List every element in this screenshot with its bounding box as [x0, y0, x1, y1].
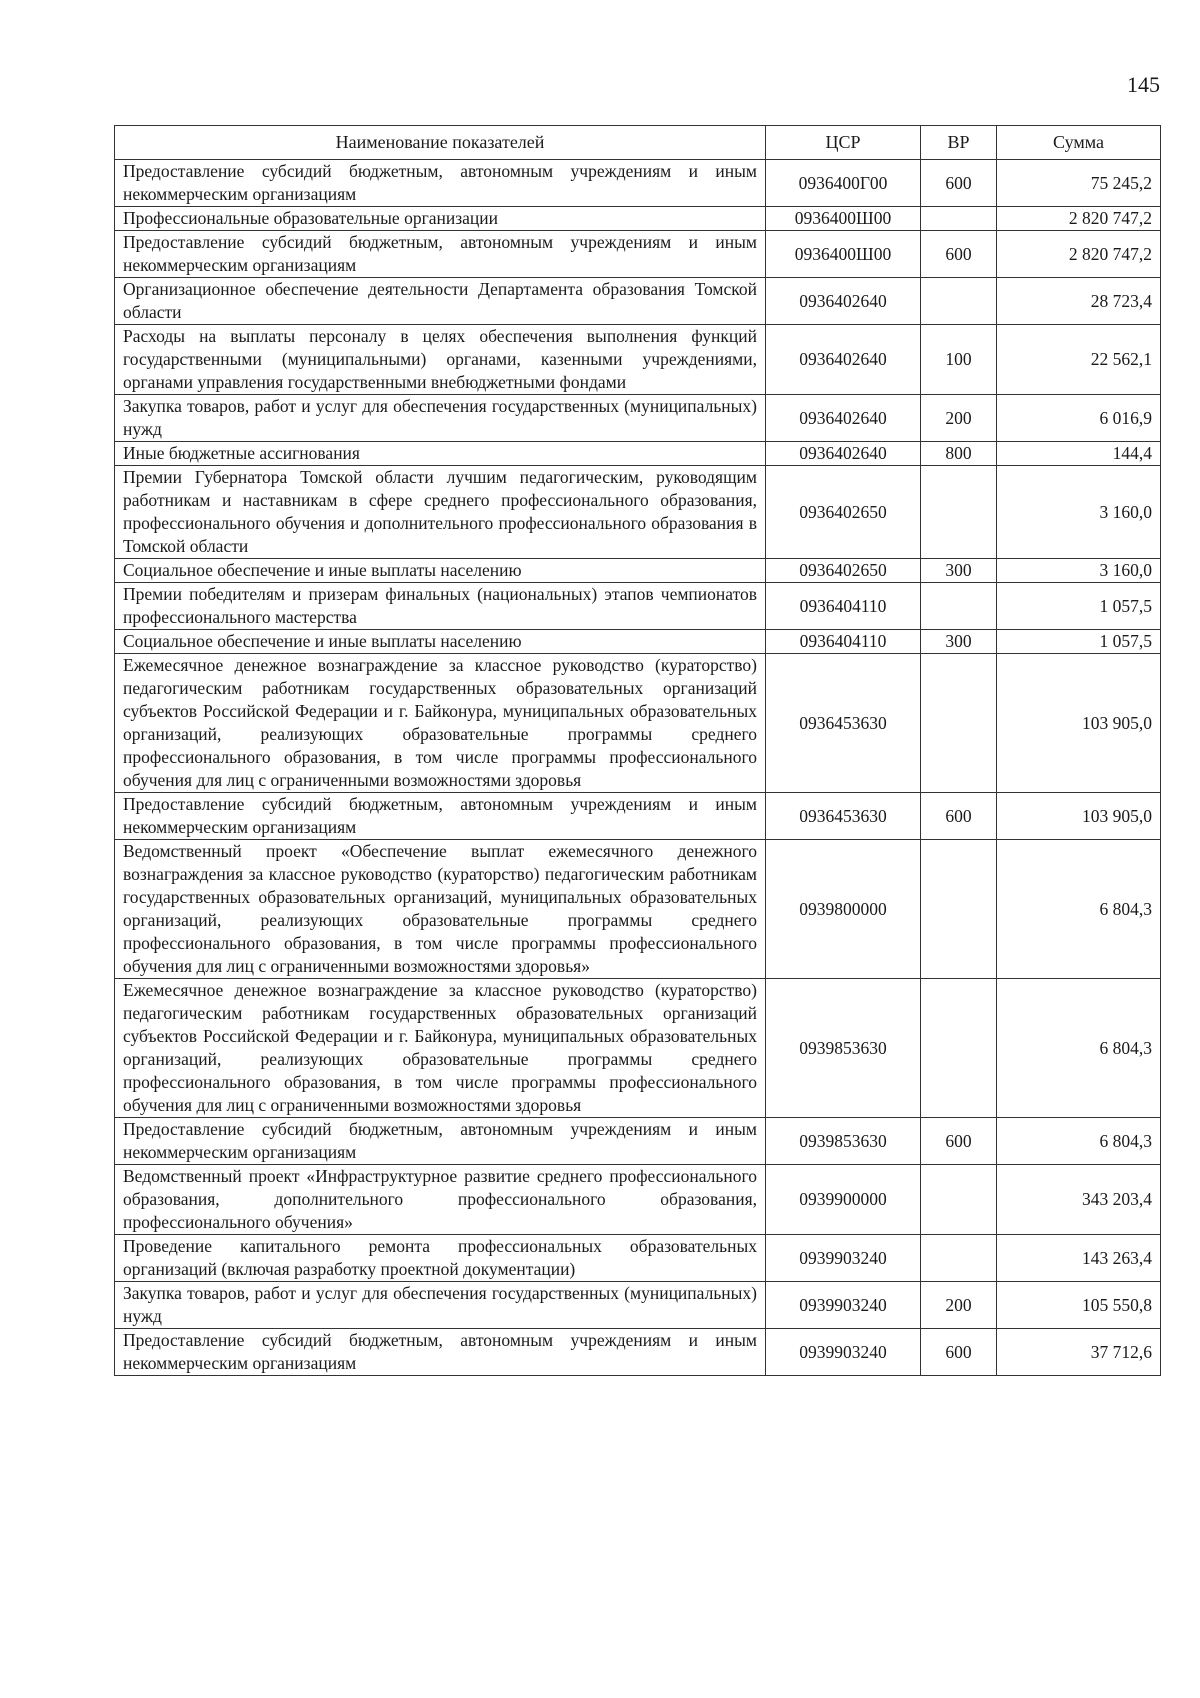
row-name-cell: Профессиональные образовательные организации	[115, 207, 766, 231]
row-csr-cell: 0939853630	[766, 979, 921, 1118]
header-sum: Сумма	[997, 126, 1161, 160]
header-vr: ВР	[921, 126, 997, 160]
row-csr-cell: 0936400Г00	[766, 160, 921, 207]
row-vr-cell	[921, 583, 997, 630]
row-csr-cell: 0936400Ш00	[766, 207, 921, 231]
row-sum-cell: 103 905,0	[997, 654, 1161, 793]
row-name-cell: Предоставление субсидий бюджетным, автономным учреждениям и иным некоммерческим организациям	[115, 1329, 766, 1376]
row-csr-cell: 0936453630	[766, 793, 921, 840]
row-csr-cell: 0939903240	[766, 1235, 921, 1282]
header-name: Наименование показателей	[115, 126, 766, 160]
row-name-cell: Ведомственный проект «Обеспечение выплат ежемесячного денежного вознаграждения за классное руководство (кураторство) педагогическим работникам государственных образовательных организаций, муниципальных образовательных организаций, реализующих образовательные программы среднего профессионального образования, в том числе программы профессионального обучения для лиц с ограниченными возможностями здоровья»	[115, 840, 766, 979]
row-name-cell: Ведомственный проект «Инфраструктурное развитие среднего профессионального образования, дополнительного профессионального образования, профессионального обучения»	[115, 1165, 766, 1235]
row-sum-cell: 6 804,3	[997, 979, 1161, 1118]
table-row	[115, 278, 1161, 325]
row-name-cell: Закупка товаров, работ и услуг для обеспечения государственных (муниципальных) нужд	[115, 395, 766, 442]
row-csr-cell: 0936400Ш00	[766, 231, 921, 278]
table-row	[115, 630, 1161, 654]
row-csr-cell: 0936453630	[766, 654, 921, 793]
row-csr-cell: 0936402640	[766, 395, 921, 442]
table-row	[115, 466, 1161, 559]
row-vr-cell	[921, 278, 997, 325]
row-csr-cell: 0936404110	[766, 583, 921, 630]
header-csr: ЦСР	[766, 126, 921, 160]
table-row	[115, 793, 1161, 840]
table-row	[115, 325, 1161, 395]
table-row	[115, 979, 1161, 1118]
row-csr-cell: 0936402640	[766, 278, 921, 325]
table-row	[115, 840, 1161, 979]
row-csr-cell: 0936404110	[766, 630, 921, 654]
header-row	[115, 126, 1161, 160]
table-body	[115, 160, 1161, 1376]
row-csr-cell: 0936402640	[766, 325, 921, 395]
row-name-cell: Закупка товаров, работ и услуг для обеспечения государственных (муниципальных) нужд	[115, 1282, 766, 1329]
row-name-cell: Ежемесячное денежное вознаграждение за классное руководство (кураторство) педагогическим работникам государственных образовательных организаций субъектов Российской Федерации и г. Байконура, муниципальных образовательных организаций, реализующих образовательные программы среднего профессионального образования, в том числе программы профессионального обучения для лиц с ограниченными возможностями здоровья	[115, 654, 766, 793]
row-vr-cell	[921, 1235, 997, 1282]
row-vr-cell: 300	[921, 630, 997, 654]
table-row	[115, 1329, 1161, 1376]
row-vr-cell	[921, 979, 997, 1118]
table-row	[115, 442, 1161, 466]
row-sum-cell: 1 057,5	[997, 583, 1161, 630]
row-vr-cell: 200	[921, 1282, 997, 1329]
row-vr-cell	[921, 840, 997, 979]
row-sum-cell: 105 550,8	[997, 1282, 1161, 1329]
row-sum-cell: 22 562,1	[997, 325, 1161, 395]
row-name-cell: Предоставление субсидий бюджетным, автономным учреждениям и иным некоммерческим организациям	[115, 160, 766, 207]
page-number: 145	[1127, 72, 1160, 97]
row-vr-cell: 600	[921, 793, 997, 840]
row-sum-cell: 343 203,4	[997, 1165, 1161, 1235]
row-name-cell: Иные бюджетные ассигнования	[115, 442, 766, 466]
row-sum-cell: 103 905,0	[997, 793, 1161, 840]
row-name-cell: Предоставление субсидий бюджетным, автономным учреждениям и иным некоммерческим организациям	[115, 231, 766, 278]
row-csr-cell: 0936402640	[766, 442, 921, 466]
row-name-cell: Ежемесячное денежное вознаграждение за классное руководство (кураторство) педагогическим работникам государственных образовательных организаций субъектов Российской Федерации и г. Байконура, муниципальных образовательных организаций, реализующих образовательные программы среднего профессионального образования, в том числе программы профессионального обучения для лиц с ограниченными возможностями здоровья	[115, 979, 766, 1118]
row-vr-cell: 200	[921, 395, 997, 442]
row-sum-cell: 2 820 747,2	[997, 231, 1161, 278]
row-vr-cell: 100	[921, 325, 997, 395]
row-name-cell: Социальное обеспечение и иные выплаты населению	[115, 630, 766, 654]
row-sum-cell: 144,4	[997, 442, 1161, 466]
table-row	[115, 1118, 1161, 1165]
row-sum-cell: 28 723,4	[997, 278, 1161, 325]
table-row	[115, 207, 1161, 231]
row-csr-cell: 0939853630	[766, 1118, 921, 1165]
row-csr-cell: 0939900000	[766, 1165, 921, 1235]
table-row	[115, 1235, 1161, 1282]
table-row	[115, 1282, 1161, 1329]
row-vr-cell: 300	[921, 559, 997, 583]
table-row	[115, 583, 1161, 630]
row-sum-cell: 3 160,0	[997, 559, 1161, 583]
table-header	[115, 126, 1161, 160]
row-vr-cell: 600	[921, 1329, 997, 1376]
row-sum-cell: 2 820 747,2	[997, 207, 1161, 231]
row-csr-cell: 0939903240	[766, 1282, 921, 1329]
row-sum-cell: 143 263,4	[997, 1235, 1161, 1282]
row-vr-cell	[921, 466, 997, 559]
row-csr-cell: 0939903240	[766, 1329, 921, 1376]
row-name-cell: Премии победителям и призерам финальных (национальных) этапов чемпионатов профессионального мастерства	[115, 583, 766, 630]
row-sum-cell: 3 160,0	[997, 466, 1161, 559]
table-row	[115, 160, 1161, 207]
row-name-cell: Расходы на выплаты персоналу в целях обеспечения выполнения функций государственными (муниципальными) органами, казенными учреждениями, органами управления государственными внебюджетными фондами	[115, 325, 766, 395]
row-csr-cell: 0936402650	[766, 466, 921, 559]
row-vr-cell	[921, 207, 997, 231]
table-row	[115, 231, 1161, 278]
row-sum-cell: 75 245,2	[997, 160, 1161, 207]
row-vr-cell	[921, 654, 997, 793]
row-vr-cell: 600	[921, 1118, 997, 1165]
row-sum-cell: 6 016,9	[997, 395, 1161, 442]
row-csr-cell: 0936402650	[766, 559, 921, 583]
row-sum-cell: 37 712,6	[997, 1329, 1161, 1376]
table-row	[115, 559, 1161, 583]
row-vr-cell: 600	[921, 231, 997, 278]
row-vr-cell	[921, 1165, 997, 1235]
row-name-cell: Предоставление субсидий бюджетным, автономным учреждениям и иным некоммерческим организациям	[115, 793, 766, 840]
row-vr-cell: 800	[921, 442, 997, 466]
table-row	[115, 1165, 1161, 1235]
row-name-cell: Премии Губернатора Томской области лучшим педагогическим, руководящим работникам и наставникам в сфере среднего профессионального образования, профессионального обучения и дополнительного профессионального образования в Томской области	[115, 466, 766, 559]
row-sum-cell: 6 804,3	[997, 1118, 1161, 1165]
table-row	[115, 654, 1161, 793]
budget-table	[114, 125, 1161, 1376]
row-name-cell: Организационное обеспечение деятельности Департамента образования Томской области	[115, 278, 766, 325]
row-name-cell: Проведение капитального ремонта профессиональных образовательных организаций (включая разработку проектной документации)	[115, 1235, 766, 1282]
row-vr-cell: 600	[921, 160, 997, 207]
row-sum-cell: 6 804,3	[997, 840, 1161, 979]
row-sum-cell: 1 057,5	[997, 630, 1161, 654]
row-name-cell: Предоставление субсидий бюджетным, автономным учреждениям и иным некоммерческим организациям	[115, 1118, 766, 1165]
row-csr-cell: 0939800000	[766, 840, 921, 979]
row-name-cell: Социальное обеспечение и иные выплаты населению	[115, 559, 766, 583]
table-row	[115, 395, 1161, 442]
